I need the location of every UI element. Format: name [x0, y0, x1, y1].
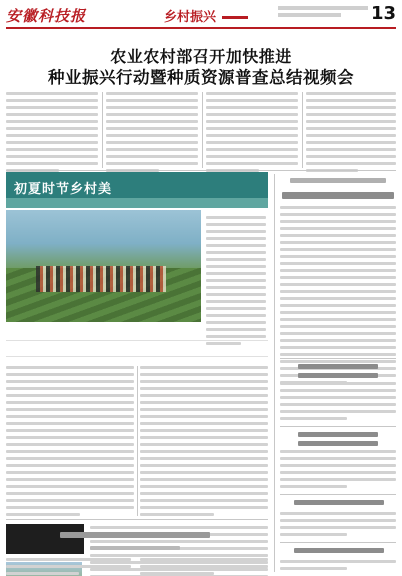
section-divider — [6, 519, 268, 520]
feature-banner — [6, 172, 268, 208]
feature-panel — [6, 172, 268, 534]
section-name — [164, 6, 248, 25]
sidebar-section-title — [290, 178, 386, 187]
issue-editor-line — [278, 13, 341, 17]
sidebar-story-2-headline — [298, 364, 378, 382]
feature-photo-field — [6, 210, 201, 322]
lead-story-column-4 — [306, 92, 396, 176]
masthead-rule — [6, 27, 396, 29]
sidebar-story-1-body — [280, 206, 396, 388]
masthead — [6, 4, 396, 26]
bottom-story-column-1 — [6, 558, 131, 576]
sidebar-story-4-body — [280, 512, 396, 540]
lead-story-column-3 — [206, 92, 298, 176]
sidebar-divider — [280, 426, 396, 427]
sidebar-story-5-headline — [294, 548, 384, 557]
column-rule — [102, 92, 103, 168]
bottom-story-column-2 — [140, 558, 268, 576]
newspaper-logo: 安徽科技报 — [6, 7, 87, 25]
issue-date-block — [278, 6, 368, 20]
bottom-subheadline — [90, 546, 180, 554]
lead-story-column-2 — [106, 92, 198, 176]
lead-headline-line1: 农业农村部召开加快推进 — [110, 47, 292, 66]
lead-story-column-1 — [6, 92, 98, 176]
lead-headline-line2: 种业振兴行动暨种质资源普查总结视频会 — [48, 68, 354, 87]
sidebar-divider — [280, 494, 396, 495]
sidebar-story-4-headline — [294, 500, 384, 509]
feature-banner-strip — [6, 198, 268, 208]
feature-caption — [206, 216, 266, 349]
sidebar-story-3-body — [280, 450, 396, 492]
sidebar-story-5-body — [280, 560, 396, 574]
sidebar-divider — [280, 542, 396, 543]
sidebar-rule — [274, 174, 275, 572]
subhead-rule — [6, 356, 268, 357]
column-rule — [202, 92, 203, 168]
photo-crowd-area — [36, 266, 166, 292]
sidebar-story-1-headline — [282, 192, 394, 203]
column-rule — [302, 92, 303, 168]
sidebar-divider — [280, 358, 396, 359]
sidebar-story-3-headline — [298, 432, 378, 450]
feature-story-column-2 — [140, 366, 268, 520]
section-divider — [6, 170, 396, 171]
feature-banner-title: 初夏时节乡村美 — [14, 182, 113, 197]
subhead-rule — [6, 340, 268, 341]
feature-story-column-1 — [6, 366, 134, 520]
issue-date-line — [278, 6, 368, 10]
bottom-headline — [60, 532, 210, 542]
section-bar — [222, 16, 248, 19]
column-rule — [137, 366, 138, 516]
section-name-label: 乡村振兴 — [164, 10, 217, 25]
sidebar-story-2-body — [280, 382, 396, 424]
page-number: 13 — [370, 3, 396, 24]
